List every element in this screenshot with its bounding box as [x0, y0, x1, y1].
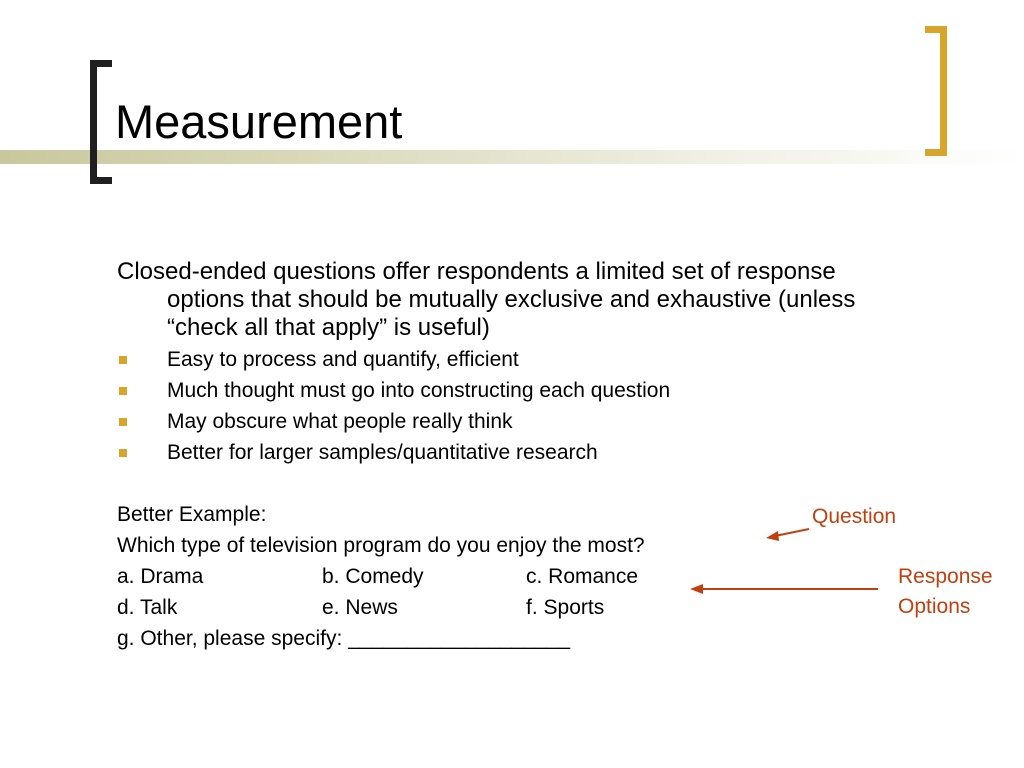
- slide-title: Measurement: [115, 95, 403, 148]
- bullet-item: [117, 437, 887, 468]
- choice-row-1: [117, 561, 717, 592]
- choice-sports: f. Sports: [526, 596, 605, 619]
- bullet-text: Better for larger samples/quantitative research: [167, 441, 598, 464]
- bullet-list: [117, 344, 887, 468]
- choice-romance: c. Romance: [526, 565, 639, 588]
- bullet-item: [117, 406, 887, 437]
- choice-talk: d. Talk: [117, 596, 178, 619]
- square-bullet-icon: [119, 449, 127, 457]
- bullet-item: [117, 375, 887, 406]
- slide-content: [117, 258, 887, 468]
- response-options-annotation: [898, 562, 1020, 622]
- response-annotation-line-2: Options: [898, 595, 971, 618]
- choice-drama: a. Drama: [117, 565, 204, 588]
- square-bullet-icon: [119, 387, 127, 395]
- response-annotation-line-1: Response: [898, 565, 993, 588]
- square-bullet-icon: [119, 418, 127, 426]
- question-annotation-label: Question: [812, 505, 897, 528]
- choice-row-2: [117, 592, 717, 623]
- example-label: Better Example:: [117, 503, 267, 526]
- right-bracket-decoration: [925, 26, 947, 156]
- square-bullet-icon: [119, 356, 127, 364]
- title-accent-bar: [0, 150, 1024, 164]
- bullet-item: [117, 344, 887, 375]
- choice-news: e. News: [322, 596, 398, 619]
- left-bracket-decoration: [90, 60, 112, 184]
- question-arrowhead-icon: [766, 531, 779, 541]
- lead-paragraph: Closed-ended questions offer respondents a limited set of response options that should be mutually exclusive and exhaustive (unless “check all that apply” is useful): [117, 258, 856, 341]
- example-question: Which type of television program do you enjoy the most?: [117, 534, 645, 557]
- bullet-text: Much thought must go into constructing each question: [167, 379, 671, 402]
- question-arrow-icon: [775, 529, 809, 536]
- choice-other: g. Other, please specify: ___________________: [117, 627, 571, 650]
- bullet-text: Easy to process and quantify, efficient: [167, 348, 519, 371]
- example-block: [117, 499, 717, 654]
- choice-comedy: b. Comedy: [322, 565, 424, 588]
- bullet-text: May obscure what people really think: [167, 410, 513, 433]
